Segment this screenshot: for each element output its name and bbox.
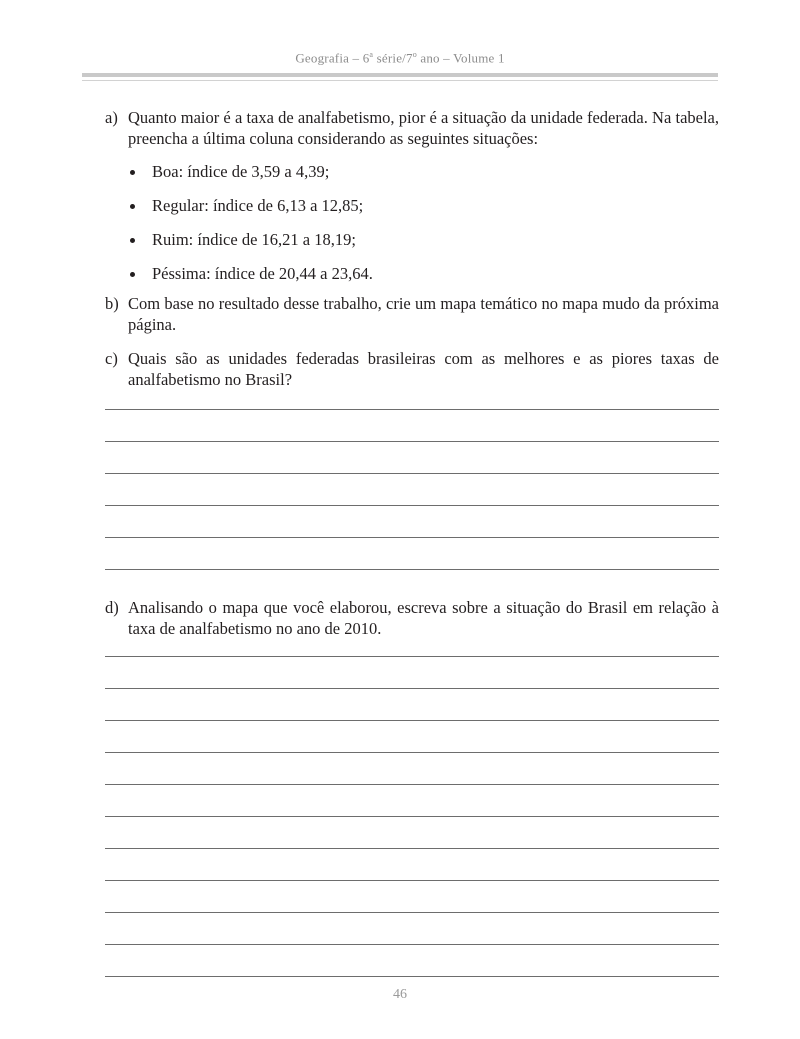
answer-line[interactable]	[105, 473, 719, 474]
answer-line[interactable]	[105, 537, 719, 538]
question-letter: d)	[105, 598, 119, 617]
answer-line[interactable]	[105, 569, 719, 570]
situation-list	[128, 161, 373, 297]
question-letter: a)	[105, 108, 118, 127]
answer-line[interactable]	[105, 441, 719, 442]
question-text: Quanto maior é a taxa de analfabetismo, pior é a situação da unidade federada. Na tabela, preencha a última coluna considerando as seguintes situações:	[128, 108, 719, 148]
list-item: Regular: índice de 6,13 a 12,85;	[128, 195, 373, 229]
header-sup-grade: a	[369, 50, 374, 59]
answer-line[interactable]	[105, 656, 719, 657]
answer-line[interactable]	[105, 912, 719, 913]
question-a	[105, 107, 719, 149]
question-text: Quais são as unidades federadas brasileiras com as melhores e as piores taxas de analfabetismo no Brasil?	[128, 349, 719, 389]
answer-line[interactable]	[105, 752, 719, 753]
question-text: Com base no resultado desse trabalho, crie um mapa temático no mapa mudo da próxima página.	[128, 294, 719, 334]
answer-line[interactable]	[105, 976, 719, 977]
list-item: Péssima: índice de 20,44 a 23,64.	[128, 263, 373, 297]
header-text: Geografia – 6	[295, 50, 370, 66]
question-letter: b)	[105, 294, 119, 313]
answer-line[interactable]	[105, 880, 719, 881]
running-header	[0, 50, 800, 66]
list-item: Ruim: índice de 16,21 a 18,19;	[128, 229, 373, 263]
header-text-end: ano – Volume 1	[416, 50, 505, 66]
answer-line[interactable]	[105, 409, 719, 410]
answer-line[interactable]	[105, 816, 719, 817]
question-d	[105, 597, 719, 639]
answer-line[interactable]	[105, 720, 719, 721]
question-c	[105, 348, 719, 390]
header-rule-thick	[82, 73, 718, 77]
header-sup-year: o	[412, 50, 417, 59]
header-rule-thin	[82, 80, 718, 81]
question-letter: c)	[105, 349, 118, 368]
answer-line[interactable]	[105, 848, 719, 849]
answer-line[interactable]	[105, 688, 719, 689]
question-text: Analisando o mapa que você elaborou, escreva sobre a situação do Brasil em relação à taxa de analfabetismo no ano de 2010.	[128, 598, 719, 638]
answer-line[interactable]	[105, 944, 719, 945]
question-b	[105, 293, 719, 335]
list-item: Boa: índice de 3,59 a 4,39;	[128, 161, 373, 195]
page-number: 46	[393, 987, 407, 1002]
answer-line[interactable]	[105, 505, 719, 506]
answer-line[interactable]	[105, 784, 719, 785]
header-text-mid: série/7	[373, 50, 413, 66]
